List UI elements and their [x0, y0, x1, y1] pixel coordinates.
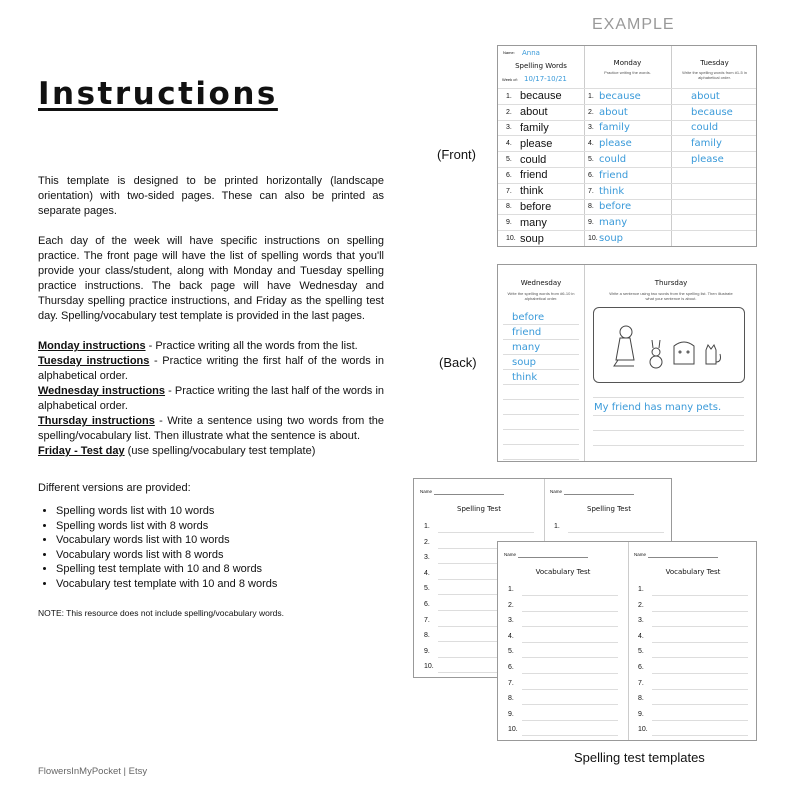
example-label: EXAMPLE: [592, 16, 675, 33]
row-number: 2.: [588, 108, 594, 116]
test-name-label: Name: [504, 552, 517, 557]
row-number: 10.: [588, 235, 598, 243]
row-number: 6.: [588, 171, 594, 179]
row-number: 9.: [506, 219, 512, 227]
tuesday-heading: Tuesday: [700, 59, 729, 67]
test-number: 3.: [508, 617, 514, 625]
monday-word: because: [599, 90, 641, 102]
test-number: 5.: [508, 648, 514, 656]
test-number: 2.: [638, 601, 644, 609]
test-number: 7.: [508, 679, 514, 687]
row-number: 3.: [506, 124, 512, 132]
row-number: 4.: [506, 140, 512, 148]
day-instruction-label: Friday - Test day: [38, 445, 125, 457]
test-name-label: Name: [420, 489, 433, 494]
test-name-label: Name: [550, 489, 563, 494]
row-number: 5.: [506, 156, 512, 164]
word-row: [498, 183, 756, 199]
row-number: 6.: [506, 171, 512, 179]
spelling-word: because: [520, 90, 562, 103]
test-number: 2.: [508, 601, 514, 609]
test-number: 8.: [424, 632, 430, 640]
wednesday-heading: Wednesday: [520, 279, 562, 287]
row-number: 7.: [506, 187, 512, 195]
thursday-sentence: My friend has many pets.: [594, 402, 722, 413]
test-title: Vocabulary Test: [665, 568, 721, 576]
day-instruction-text: - Practice writing the last half of the words in alphabetical order.: [38, 385, 384, 412]
spelling-word: soup: [520, 232, 544, 245]
monday-word: think: [599, 185, 625, 197]
monday-word: could: [599, 154, 627, 166]
monday-word: before: [599, 201, 632, 213]
spelling-word: many: [520, 216, 547, 229]
day-instruction-label: Tuesday instructions: [38, 355, 150, 367]
test-number: 2.: [424, 538, 430, 546]
word-row: [498, 135, 756, 151]
word-row: [498, 104, 756, 120]
test-number: 3.: [638, 617, 644, 625]
footer-credit: FlowersInMyPocket | Etsy: [38, 766, 148, 777]
test-number: 4.: [424, 569, 430, 577]
word-row: [498, 167, 756, 183]
instructions-body: [38, 174, 384, 621]
thursday-heading: Thursday: [654, 279, 688, 287]
word-row: [498, 88, 756, 104]
test-number: 1.: [508, 586, 514, 593]
row-number: 4.: [588, 140, 594, 148]
test-name-label: Name: [634, 552, 647, 557]
test-number: 1.: [554, 523, 560, 530]
week-value: 10/17-10/21: [524, 75, 567, 83]
row-number: 1.: [588, 92, 594, 100]
row-number: 10.: [506, 235, 516, 243]
row-number: 3.: [588, 124, 594, 132]
tests-caption: Spelling test templates: [574, 750, 705, 765]
day-instruction-label: Wednesday instructions: [38, 385, 166, 397]
row-number: 7.: [588, 187, 594, 195]
test-number: 9.: [638, 710, 644, 718]
test-number: 10.: [508, 726, 518, 734]
wednesday-word: think: [512, 372, 538, 383]
test-number: 6.: [424, 601, 430, 608]
spelling-word: please: [520, 137, 553, 150]
day-instruction-text: - Practice writing all the words from the list.: [145, 340, 358, 352]
version-item: • Vocabulary words list with 8 words: [56, 548, 384, 563]
spelling-word: could: [520, 153, 547, 166]
wednesday-instructions: Write the spelling words from #6-10 in alphabetical order.: [507, 291, 575, 301]
row-number: 5.: [588, 156, 594, 164]
front-label: (Front): [437, 147, 476, 162]
row-number: 2.: [506, 108, 512, 116]
word-row: [498, 230, 756, 246]
tuesday-instructions: Write the spelling words from #1-5 in alphabetical order.: [682, 70, 747, 80]
spelling-word: family: [520, 121, 549, 134]
details-paragraph: Each day of the week will have specific instructions on spelling practice. The front page will have the list of spelling words that you'll provide your class/student, along with Monday and Tuesday spelling practice instructions. The back page will have Wednesday and Thursday spelling practice instructions, and Friday as the spelling test day. Spelling/vocabulary test template is provided in the last pages.: [38, 235, 384, 322]
versions-list: [56, 504, 384, 592]
test-number: 6.: [508, 664, 514, 671]
test-number: 9.: [508, 710, 514, 718]
monday-word: soup: [599, 233, 624, 245]
note: NOTE: This resource does not include spelling/vocabulary words.: [38, 607, 284, 618]
name-label: Name:: [503, 50, 515, 55]
intro-paragraph: This template is designed to be printed horizontally (landscape orientation) with two-sided pages. These can also be printed as separate pages.: [38, 175, 384, 217]
word-row: [498, 199, 756, 215]
vocabulary-test-sheet: [497, 541, 757, 741]
version-item: • Vocabulary words list with 10 words: [56, 533, 384, 548]
test-number: 4.: [638, 632, 644, 640]
monday-word: please: [599, 138, 632, 150]
word-row: [498, 214, 756, 230]
test-number: 5.: [424, 585, 430, 593]
test-title: Spelling Test: [457, 505, 501, 513]
monday-word: family: [599, 122, 630, 134]
test-number: 10.: [424, 663, 434, 671]
row-number: 8.: [588, 203, 594, 211]
row-number: 8.: [506, 203, 512, 211]
illustration-box: [593, 307, 745, 383]
word-row: [498, 151, 756, 167]
wednesday-word: soup: [512, 357, 537, 368]
day-instruction-label: Monday instructions: [38, 340, 146, 352]
version-item: • Vocabulary test template with 10 and 8 words: [56, 577, 384, 592]
day-instruction-label: Thursday instructions: [38, 415, 155, 427]
tuesday-word: could: [691, 122, 719, 134]
wednesday-word: friend: [512, 327, 542, 338]
day-instruction-text: (use spelling/vocabulary test template): [124, 445, 316, 457]
test-number: 7.: [638, 679, 644, 687]
monday-word: many: [599, 217, 628, 229]
week-label: Week of:: [502, 77, 518, 82]
test-number: 9.: [424, 647, 430, 655]
word-row: [498, 120, 756, 136]
tuesday-word: please: [691, 154, 724, 166]
test-number: 1.: [638, 586, 644, 593]
test-number: 4.: [508, 632, 514, 640]
back-worksheet: [497, 264, 757, 462]
versions-heading: Different versions are provided:: [38, 482, 191, 494]
test-number: 8.: [638, 695, 644, 703]
spelling-words-heading: Spelling Words: [515, 62, 567, 70]
test-number: 8.: [508, 695, 514, 703]
test-title: Spelling Test: [587, 505, 631, 513]
monday-heading: Monday: [613, 59, 642, 67]
front-worksheet: [497, 45, 757, 247]
student-name: Anna: [522, 49, 540, 57]
version-item: • Spelling words list with 10 words: [56, 504, 384, 519]
spelling-word: think: [520, 185, 544, 198]
tuesday-word: family: [691, 138, 722, 150]
test-number: 1.: [424, 523, 430, 530]
wednesday-word: before: [512, 312, 545, 323]
day-instruction-text: - Write a sentence using two words from the spelling/vocabulary list. Then illustrate what the sentence is about.: [38, 415, 384, 442]
day-instruction-text: - Practice writing the first half of the words in alphabetical order.: [38, 355, 384, 382]
spelling-word: about: [520, 106, 548, 119]
row-number: 9.: [588, 219, 594, 227]
back-label: (Back): [439, 355, 477, 370]
tuesday-word: about: [691, 90, 720, 102]
test-number: 10.: [638, 726, 648, 734]
monday-word: friend: [599, 169, 629, 181]
tuesday-word: because: [691, 106, 733, 118]
test-title: Vocabulary Test: [535, 568, 591, 576]
thursday-instructions: Write a sentence using two words from the spelling list. Then illustrate what your sentence is about.: [609, 291, 733, 301]
test-number: 7.: [424, 616, 430, 624]
version-item: • Spelling words list with 8 words: [56, 519, 384, 534]
monday-instructions: Practice writing the words.: [604, 70, 651, 75]
spelling-word: friend: [520, 169, 548, 182]
friend-and-pets-illustration: [594, 308, 744, 382]
test-number: 6.: [638, 664, 644, 671]
version-item: • Spelling test template with 10 and 8 words: [56, 562, 384, 577]
monday-word: about: [599, 106, 628, 118]
page-title: Instructions: [38, 76, 278, 112]
spelling-word: before: [520, 200, 552, 213]
test-number: 5.: [638, 648, 644, 656]
day-instructions: [38, 339, 384, 459]
wednesday-word: many: [512, 342, 541, 353]
row-number: 1.: [506, 92, 512, 100]
test-number: 3.: [424, 554, 430, 562]
